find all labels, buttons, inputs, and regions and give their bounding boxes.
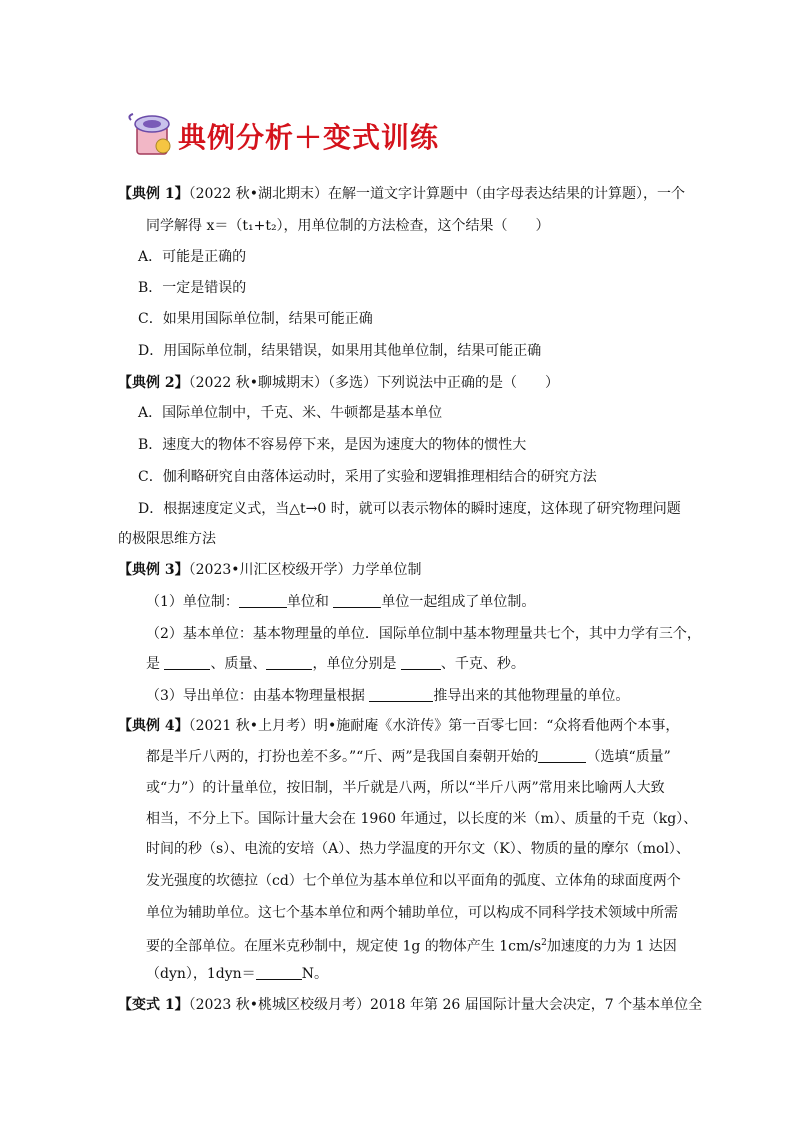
fill-blank — [538, 748, 586, 763]
example-4-line-2: 都是半斤八两的，打扮也差不多。”“斤、两”是我国自秦朝开始的 （选填“质量” — [146, 749, 671, 765]
variant-1-line-1: 【变式 1】（2023 秋•桃城区校级月考）2018 年第 26 届国际计量大会决定，7 个基本单位全 — [118, 997, 703, 1013]
page-title: 典例分析＋变式训练 — [178, 121, 440, 154]
example-4-line-3: 或“力”）的计量单位，按旧制，半斤就是八两，所以“半斤八两”常用来比喻两人大致 — [146, 780, 665, 796]
example-3-item-3: （3）导出单位：由基本物理量根据 推导出来的其他物理量的单位。 — [146, 688, 630, 704]
fill-blank — [239, 593, 287, 608]
option-a: A．可能是正确的 — [138, 249, 247, 265]
scroll-icon — [125, 110, 179, 158]
option-c: C．伽利略研究自由落体运动时，采用了实验和逻辑推理相结合的研究方法 — [138, 469, 597, 485]
example-tag: 【典例 2】 — [118, 375, 189, 391]
example-tag: 【典例 1】 — [118, 186, 189, 202]
fill-blank — [256, 965, 302, 980]
example-4-line-7: 单位为辅助单位。这七个基本单位和两个辅助单位，可以构成不同科学技术领域中所需 — [146, 905, 678, 921]
example-3-item-2-cont: 是 、质量、 ，单位分别是 、千克、秒。 — [146, 656, 525, 672]
example-tag: 【典例 3】 — [118, 562, 189, 578]
fill-blank — [164, 655, 210, 670]
example-4-line-1: 【典例 4】（2021 秋•上月考）明•施耐庵《水浒传》第一百零七回：“众将看他两个本事， — [118, 718, 680, 734]
example-3-item-1: （1）单位制： 单位和 单位一起组成了单位制。 — [146, 594, 536, 610]
example-1-line-2: 同学解得 x＝（t₁+t₂），用单位制的方法检查，这个结果（ ） — [146, 218, 550, 234]
example-4-line-6: 发光强度的坎德拉（cd）七个单位为基本单位和以平面角的弧度、立体角的球面度两个 — [146, 873, 681, 889]
example-3-line-1: 【典例 3】（2023•川汇区校级开学）力学单位制 — [118, 562, 422, 578]
example-2-line-1: 【典例 2】（2022 秋•聊城期末）（多选）下列说法中正确的是（ ） — [118, 375, 559, 391]
fill-blank — [266, 655, 312, 670]
example-1-line-1: 【典例 1】（2022 秋•湖北期末）在解一道文字计算题中（由字母表达结果的计算题），一个 — [118, 186, 685, 202]
example-tag: 【典例 4】 — [118, 718, 189, 734]
fill-blank — [333, 593, 381, 608]
option-d: D．根据速度定义式，当△t→0 时，就可以表示物体的瞬时速度，这体现了研究物理问题 — [138, 501, 681, 517]
example-4-line-9: （dyn），1dyn＝ N。 — [146, 966, 328, 982]
example-4-line-8: 要的全部单位。在厘米克秒制中，规定使 1g 的物体产生 $1cm/s^2$加速度的力为 1 达因 — [146, 938, 677, 955]
example-4-line-4: 相当，不分上下。国际计量大会在 1960 年通过，以长度的米（m）、质量的千克（kg）、 — [146, 811, 698, 827]
section-header — [125, 110, 545, 160]
fill-blank — [401, 655, 441, 670]
option-d: D．用国际单位制，结果错误，如果用其他单位制，结果可能正确 — [138, 343, 542, 359]
option-a: A．国际单位制中，千克、米、牛顿都是基本单位 — [138, 405, 443, 421]
option-b: B．速度大的物体不容易停下来，是因为速度大的物体的惯性大 — [138, 437, 527, 453]
variant-tag: 【变式 1】 — [118, 997, 189, 1013]
fill-blank — [369, 687, 433, 702]
example-4-line-5: 时间的秒（s）、电流的安培（A）、热力学温度的开尔文（K）、物质的量的摩尔（mol）、 — [146, 841, 690, 857]
example-3-item-2: （2）基本单位：基本物理量的单位．国际单位制中基本物理量共七个，其中力学有三个， — [146, 626, 701, 642]
option-b: B．一定是错误的 — [138, 280, 247, 296]
option-c: C．如果用国际单位制，结果可能正确 — [138, 311, 373, 327]
option-d-continuation: 的极限思维方法 — [118, 531, 216, 547]
